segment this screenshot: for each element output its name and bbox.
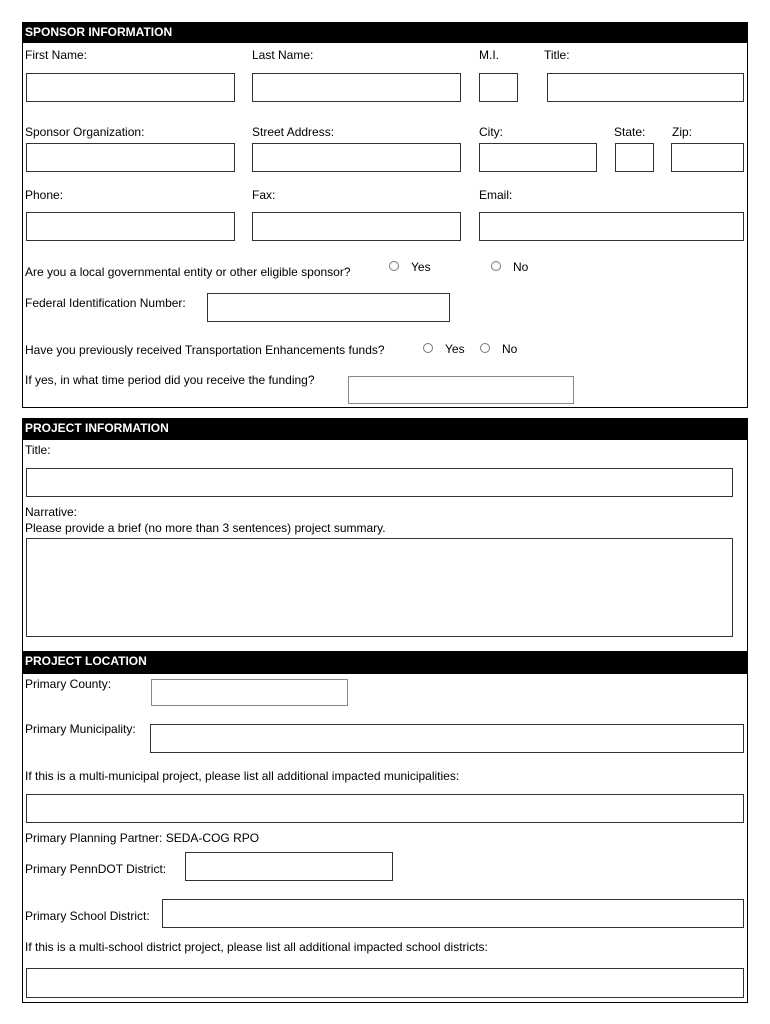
project-section-header: PROJECT INFORMATION [22, 418, 748, 440]
planning-partner-text: Primary Planning Partner: SEDA-COG RPO [25, 831, 260, 845]
email-field[interactable] [479, 212, 744, 241]
organization-label: Sponsor Organization: [25, 125, 145, 139]
penndot-district-label: Primary PennDOT District: [25, 862, 167, 876]
federal-id-field[interactable] [207, 293, 450, 322]
funding-period-question: If yes, in what time period did you receive the funding? [25, 373, 315, 387]
school-district-field[interactable] [162, 899, 744, 928]
street-address-field[interactable] [252, 143, 461, 172]
local-entity-yes-radio[interactable] [389, 261, 399, 271]
last-name-field[interactable] [252, 73, 461, 102]
previous-funds-yes-label: Yes [445, 342, 465, 356]
phone-field[interactable] [26, 212, 235, 241]
primary-municipality-field[interactable] [150, 724, 744, 753]
mi-field[interactable] [479, 73, 518, 102]
first-name-field[interactable] [26, 73, 235, 102]
primary-municipality-label: Primary Municipality: [25, 722, 136, 736]
first-name-label: First Name: [25, 48, 88, 62]
phone-label: Phone: [25, 188, 64, 202]
sponsor-section-header: SPONSOR INFORMATION [22, 22, 748, 43]
zip-field[interactable] [671, 143, 744, 172]
multi-municipal-field[interactable] [26, 794, 744, 823]
narrative-help-text: Please provide a brief (no more than 3 sentences) project summary. [25, 521, 386, 535]
mi-label: M.I. [479, 48, 499, 62]
local-entity-yes-label: Yes [411, 260, 431, 274]
last-name-label: Last Name: [252, 48, 314, 62]
funding-period-field[interactable] [348, 376, 574, 404]
city-label: City: [479, 125, 503, 139]
local-entity-question: Are you a local governmental entity or other eligible sponsor? [25, 265, 351, 279]
school-district-label: Primary School District: [25, 909, 150, 923]
multi-school-field[interactable] [26, 968, 744, 998]
email-label: Email: [479, 188, 513, 202]
state-field[interactable] [615, 143, 654, 172]
title-label: Title: [544, 48, 570, 62]
multi-school-label: If this is a multi-school district project, please list all additional impacted school districts: [25, 940, 488, 954]
zip-label: Zip: [672, 125, 693, 139]
previous-funds-no-radio[interactable] [480, 343, 490, 353]
multi-municipal-label: If this is a multi-municipal project, please list all additional impacted municipalities: [25, 769, 460, 783]
previous-funds-no-label: No [502, 342, 518, 356]
primary-county-field[interactable] [151, 679, 348, 706]
project-title-field[interactable] [26, 468, 733, 497]
street-address-label: Street Address: [252, 125, 335, 139]
previous-funds-yes-radio[interactable] [423, 343, 433, 353]
fax-field[interactable] [252, 212, 461, 241]
organization-field[interactable] [26, 143, 235, 172]
project-title-label: Title: [25, 443, 51, 457]
local-entity-no-label: No [513, 260, 529, 274]
title-field[interactable] [547, 73, 744, 102]
local-entity-no-radio[interactable] [491, 261, 501, 271]
federal-id-label: Federal Identification Number: [25, 296, 186, 310]
narrative-label: Narrative: [25, 505, 78, 519]
narrative-textarea[interactable] [26, 538, 733, 637]
location-section-header: PROJECT LOCATION [22, 651, 748, 674]
primary-county-label: Primary County: [25, 677, 112, 691]
penndot-district-field[interactable] [185, 852, 393, 881]
fax-label: Fax: [252, 188, 276, 202]
previous-funds-question: Have you previously received Transportation Enhancements funds? [25, 343, 385, 357]
state-label: State: [614, 125, 646, 139]
city-field[interactable] [479, 143, 597, 172]
